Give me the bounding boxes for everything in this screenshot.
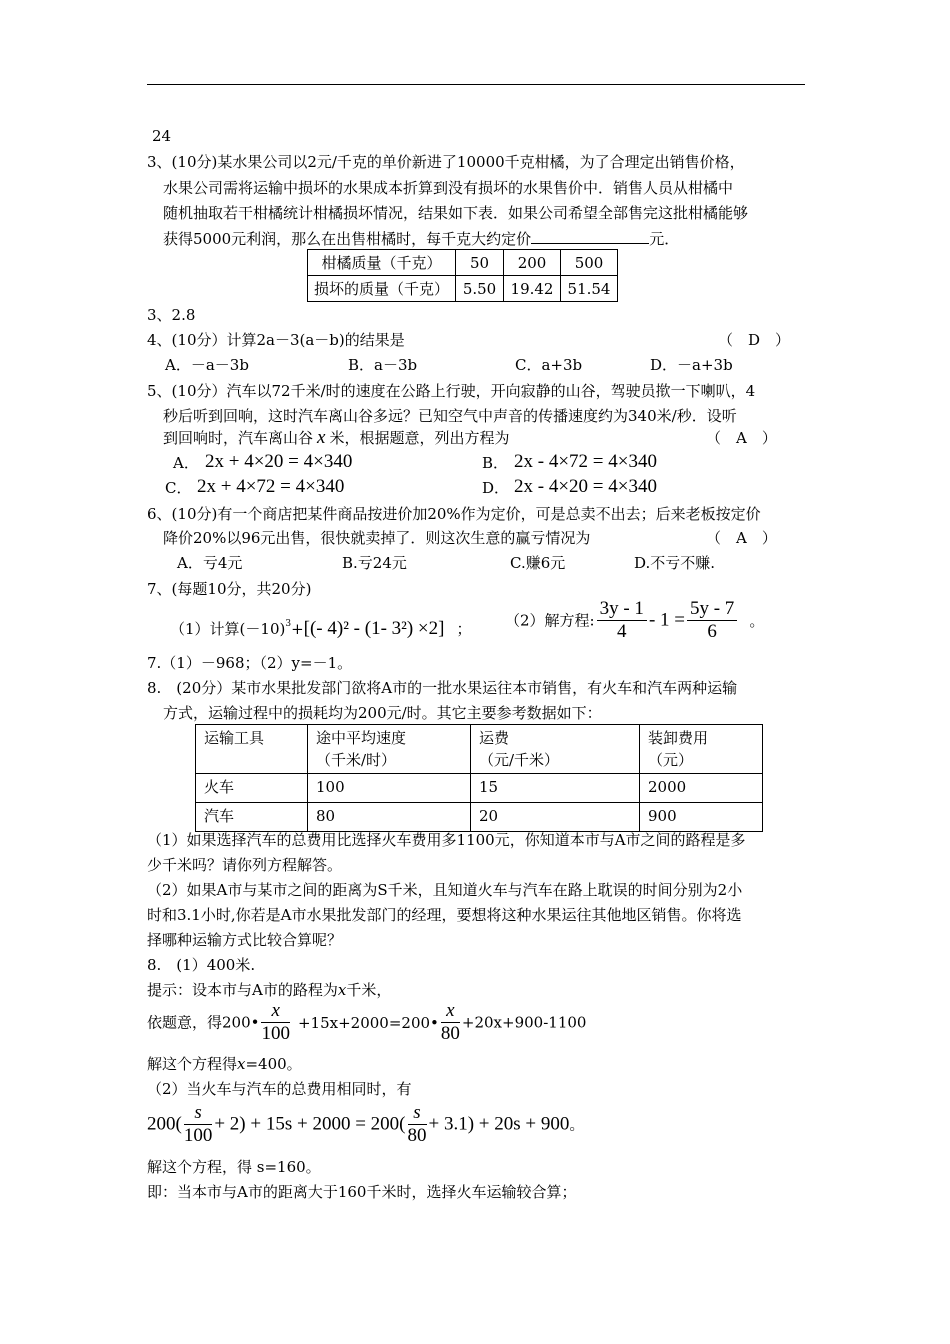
q7-fraction-2 xyxy=(687,598,737,643)
answer-blank xyxy=(531,229,649,244)
q8-hint-text: 提示：设本市与A市的路程为 xyxy=(147,981,338,999)
q8-eq2-fraction-2-den: 80 xyxy=(407,1125,427,1146)
page-number: 24 xyxy=(152,127,172,145)
q7-part-1-expr: [(- 4)² - (1- 3²) ×2] xyxy=(303,618,445,639)
table-row xyxy=(308,276,618,302)
table-cell: 汽车 xyxy=(196,803,308,832)
table-cell: 80 xyxy=(308,803,471,832)
table-cell: 900 xyxy=(640,803,763,832)
q8-sol1-tail: =400。 xyxy=(245,1055,302,1073)
q8-line-1: 8. (20分）某市水果批发部门欲将A市的一批水果运往本市销售，有火车和汽车两种运输 xyxy=(147,679,738,697)
q5-line-2: 秒后听到回响，这时汽车离山谷多远？已知空气中声音的传播速度约为340米/秒．设听 xyxy=(163,407,737,425)
q8-eq1-fraction-1-den: 100 xyxy=(261,1023,290,1044)
q6-line-1: 6、(10分)有一个商店把某件商品按进价加20%作为定价，可是总卖不出去；后来老板按定价 xyxy=(147,505,761,523)
q4-stem: 4、(10分）计算2a－3(a－b)的结果是 xyxy=(147,331,405,349)
q6-line-2: 降价20%以96元出售，很快就卖掉了．则这次生意的赢亏情况为 xyxy=(163,529,591,547)
table-cell: 柑橘质量（千克） xyxy=(308,250,456,276)
q8-eq1-fraction-2-num: x xyxy=(441,1000,460,1023)
q7-part-1-exponent: 3 xyxy=(285,619,292,629)
q8-eq2-a: 200( xyxy=(147,1113,182,1135)
q7-fraction-2-den: 6 xyxy=(707,621,717,642)
q6-option-d: D.不亏不赚. xyxy=(634,554,716,572)
table-cell: 15 xyxy=(471,774,640,803)
q8-eq2-c: + 3.1) + 20s + 900 xyxy=(428,1113,570,1135)
q7-part-1-plus: + xyxy=(291,620,304,638)
q7-part-2-end: 。 xyxy=(749,611,765,630)
q8-sub2-line-1: （2）如果A市与某市之间的距离为S千米，且知道火车与汽车在路上耽误的时间分别为2小 xyxy=(147,881,743,899)
q5-line-3-tail: 米，根据题意，列出方程为 xyxy=(329,429,510,447)
q8-table xyxy=(195,724,763,832)
q5-line-3-text: 到回响时，汽车离山谷 xyxy=(163,429,314,447)
q8-eq1-b: +15x+2000=200• xyxy=(297,1013,439,1032)
q8-eq1-a: 依题意，得200• xyxy=(147,1013,260,1032)
q8-eq2-fraction-2-num: s xyxy=(408,1102,427,1125)
table-header-cell: 运输工具 xyxy=(196,725,308,774)
q7-fraction-1 xyxy=(597,598,647,643)
q5-option-d-eq: 2x - 4×20 = 4×340 xyxy=(514,476,657,497)
q5-line-1: 5、(10分）汽车以72千米/时的速度在公路上行驶，开向寂静的山谷，驾驶员揿一下喇叭，4 xyxy=(147,382,756,400)
q8-eq1-c: +20x+900-1100 xyxy=(461,1013,587,1032)
table-cell: 20 xyxy=(471,803,640,832)
q4-option-d: D．－a+3b xyxy=(650,356,733,374)
q5-option-a-eq: 2x + 4×20 = 4×340 xyxy=(205,451,353,472)
q8-solution-2: 解这个方程，得 s=160。 xyxy=(147,1158,321,1176)
table-cell: 100 xyxy=(308,774,471,803)
q7-fraction-2-num: 5y - 7 xyxy=(687,598,737,621)
q5-option-b-label: B． xyxy=(482,454,509,472)
q3-line-2: 水果公司需将运输中损坏的水果成本折算到没有损坏的水果售价中．销售人员从柑橘中 xyxy=(163,179,734,197)
q7-part-2-mid: - 1 = xyxy=(648,609,685,631)
q5-option-d-label: D． xyxy=(482,479,510,497)
q7-part-2 xyxy=(505,598,764,650)
q8-sub2-line-3: 择哪种运输方式比较合算呢？ xyxy=(147,931,343,949)
table-cell: 5.50 xyxy=(456,276,504,302)
q8-sub2-line-2: 时和3.1小时,你若是A市水果批发部门的经理，要想将这种水果运往其他地区销售。你将选 xyxy=(147,906,742,924)
q7-part-1-sep: ； xyxy=(456,620,472,638)
q3-answer: 3、2.8 xyxy=(147,306,196,324)
q3-line-4-text: 获得5000元利润，那么在出售柑橘时，每千克大约定价 xyxy=(163,230,532,248)
table-cell: 19.42 xyxy=(504,276,561,302)
q8-hint-x: x xyxy=(337,981,347,999)
q4-option-c: C．a+3b xyxy=(515,356,583,374)
header-rule xyxy=(147,84,805,85)
q8-eq2-fraction-1-num: s xyxy=(184,1102,213,1125)
q5-var-x: x xyxy=(317,427,326,448)
q5-option-c-eq: 2x + 4×72 = 4×340 xyxy=(197,476,345,497)
q6-option-c: C.赚6元 xyxy=(510,554,566,572)
q3-table xyxy=(307,249,618,302)
q8-answer-1: 8. (1）400米. xyxy=(147,956,256,974)
table-header-cell: 装卸费用 （元） xyxy=(640,725,763,774)
q8-eq1-fraction-1 xyxy=(261,1000,290,1045)
table-row xyxy=(196,774,763,803)
q4-option-b: B．a－3b xyxy=(348,356,418,374)
q3-line-4-unit: 元． xyxy=(649,230,680,248)
q5-answer-mark: （ A ） xyxy=(706,429,777,447)
q6-option-b: B.亏24元 xyxy=(342,554,407,572)
q8-sub1-line-1: （1）如果选择汽车的总费用比选择火车费用多1100元，你知道本市与A市之间的路程是多 xyxy=(147,831,746,849)
table-header-cell: 途中平均速度 （千米/时） xyxy=(308,725,471,774)
q8-hint xyxy=(147,980,391,1000)
q6-option-a: A．亏4元 xyxy=(177,554,243,572)
table-cell: 2000 xyxy=(640,774,763,803)
table-cell: 200 xyxy=(504,250,561,276)
q7-stem: 7、(每题10分，共20分) xyxy=(147,580,312,598)
table-cell: 50 xyxy=(456,250,504,276)
q8-eq2-end: 。 xyxy=(569,1115,585,1134)
q8-hint-tail: 千米， xyxy=(346,981,392,999)
q8-eq2-b: + 2) + 15s + 2000 = 200( xyxy=(214,1113,406,1135)
table-cell: 500 xyxy=(561,250,618,276)
table-row xyxy=(196,803,763,832)
table-cell: 火车 xyxy=(196,774,308,803)
table-header-cell: 运费 （元/千米） xyxy=(471,725,640,774)
q4-option-a: A．－a－3b xyxy=(165,356,249,374)
q8-sol1-x: x xyxy=(237,1055,246,1073)
q7-fraction-1-den: 4 xyxy=(617,621,627,642)
q4-answer-mark: （ D ） xyxy=(718,331,791,349)
q7-part-1 xyxy=(170,614,471,639)
q5-option-c-label: C． xyxy=(165,479,192,497)
table-cell: 损坏的质量（千克） xyxy=(308,276,456,302)
q3-line-4 xyxy=(163,229,679,249)
table-header-row xyxy=(196,725,763,774)
q8-eq1-fraction-2 xyxy=(441,1000,460,1045)
q8-answer-2: （2）当火车与汽车的总费用相同时，有 xyxy=(147,1080,412,1098)
q8-eq2-fraction-1-den: 100 xyxy=(183,1125,213,1146)
q5-option-a-label: A． xyxy=(173,454,199,472)
q7-fraction-1-num: 3y - 1 xyxy=(597,598,647,621)
q5-option-b-eq: 2x - 4×72 = 4×340 xyxy=(514,451,657,472)
q8-sub1-line-2: 少千米吗？请你列方程解答。 xyxy=(147,856,343,874)
table-cell: 51.54 xyxy=(561,276,618,302)
table-row xyxy=(308,250,618,276)
q7-part-1-label: （1）计算(－10) xyxy=(170,620,286,638)
q3-line-3: 随机抽取若干柑橘统计柑橘损坏情况，结果如下表．如果公司希望全部售完这批柑橘能够 xyxy=(163,204,749,222)
q3-line-1: 3、(10分)某水果公司以2元/千克的单价新进了10000千克柑橘，为了合理定出销售价格， xyxy=(147,153,745,171)
q8-equation-1 xyxy=(147,1000,586,1052)
q8-equation-2 xyxy=(147,1102,584,1154)
q7-part-2-label: （2）解方程: xyxy=(505,611,595,630)
q6-answer-mark: （ A ） xyxy=(706,529,777,547)
q8-eq2-fraction-1 xyxy=(184,1102,213,1147)
q8-line-2: 方式，运输过程中的损耗均为200元/时。其它主要参考数据如下： xyxy=(163,704,602,722)
q5-line-3 xyxy=(163,428,509,448)
q8-eq1-fraction-2-den: 80 xyxy=(440,1023,460,1044)
q8-eq2-fraction-2 xyxy=(408,1102,427,1147)
q8-eq1-fraction-1-num: x xyxy=(261,1000,290,1023)
q8-solution-1 xyxy=(147,1054,302,1074)
q7-answer: 7.（1）－968；（2）y=－1。 xyxy=(147,654,353,672)
q8-conclusion: 即：当本市与A市的距离大于160千米时，选择火车运输较合算； xyxy=(147,1183,577,1201)
q8-sol1-text: 解这个方程得 xyxy=(147,1055,238,1073)
